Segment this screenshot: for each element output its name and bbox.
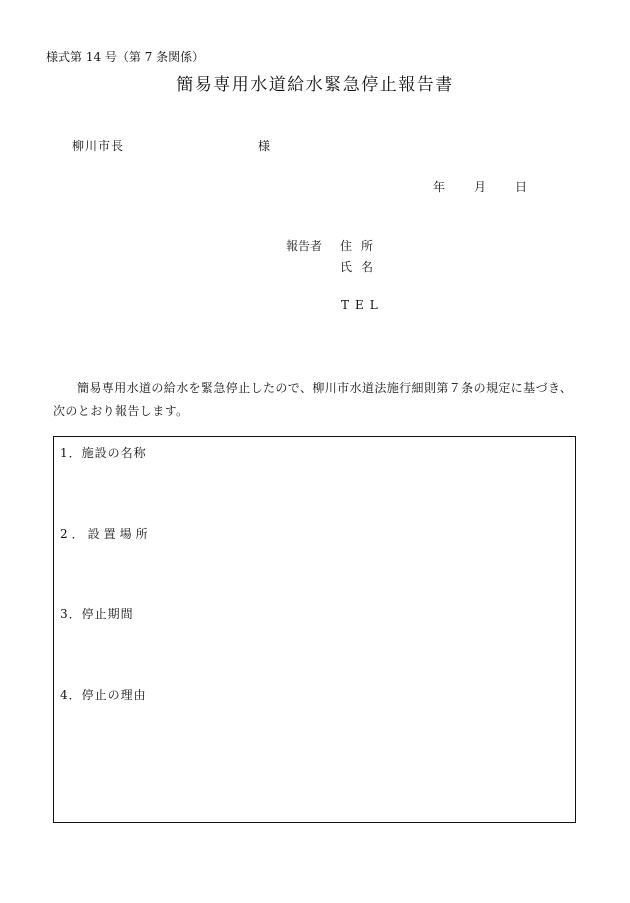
date-day-label: 日: [515, 180, 528, 194]
report-details-box: [53, 436, 576, 823]
name-label: 氏名: [340, 260, 383, 274]
installation-location-item: 2．設置場所: [60, 527, 152, 541]
form-number: 様式第 14 号（第 7 条関係）: [46, 50, 205, 64]
suspension-reason-item: 4．停止の理由: [60, 688, 147, 702]
date-month-label: 月: [474, 180, 487, 194]
address-label: 住所: [340, 239, 383, 253]
suspension-period-item: 3．停止期間: [60, 607, 134, 621]
document-title: 簡易専用水道給水緊急停止報告書: [176, 75, 454, 95]
facility-name-item: 1．施設の名称: [60, 446, 147, 460]
addressee-name: 柳川市長: [72, 139, 125, 153]
addressee-honorific: 様: [258, 139, 271, 153]
tel-label: TEL: [341, 298, 384, 312]
report-statement: 簡易専用水道の給水を緊急停止したので、柳川市水道法施行細則第７条の規定に基づき、次のとおり報告します。: [53, 381, 573, 418]
reporter-label: 報告者: [286, 239, 323, 253]
date-year-label: 年: [433, 180, 446, 194]
